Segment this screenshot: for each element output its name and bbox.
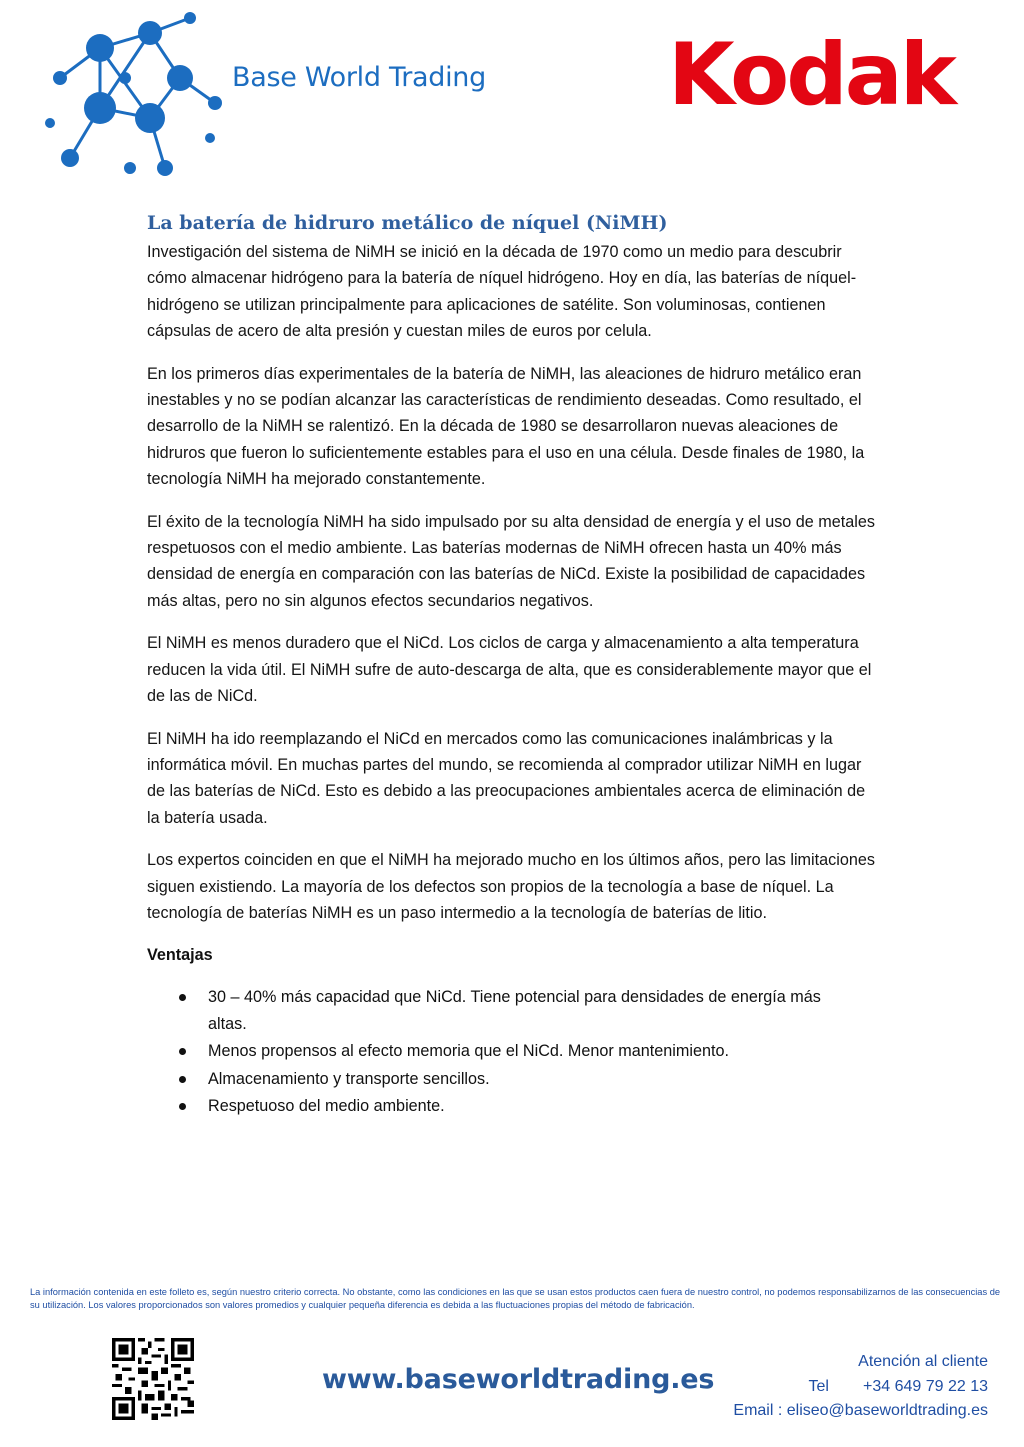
- bullet-icon: [179, 1048, 186, 1055]
- bullet-icon: [179, 1076, 186, 1083]
- company-name: Base World Trading: [232, 62, 486, 93]
- list-item: [179, 1066, 859, 1092]
- paragraph: En los primeros días experimentales de la batería de NiMH, las aleaciones de hidruro metálico eran inestables y no se podían alcanzar las características de rendimiento deseadas. Como resultado, el desarrollo de la NiMH se ralentizó. En la década de 1980 se desarrollaron nuevas aleaciones de hidruros que fueron lo suficientemente estables para el uso en una célula. Desde finales de 1980, la tecnología NiMH ha mejorado constantemente.: [147, 364, 865, 489]
- list-item: [179, 1038, 859, 1064]
- paragraph: El NiMH es menos duradero que el NiCd. Los ciclos de carga y almacenamiento a alta temperatura reducen la vida útil. El NiMH sufre de auto-descarga de alta, que es considerablemente mayor que el de las de NiCd.: [147, 634, 872, 706]
- paragraph: El éxito de la tecnología NiMH ha sido impulsado por su alta densidad de energía y el uso de metales respetuosos con el medio ambiente. Las baterías modernas de NiMH ofrecen hasta un 40% más densidad de energía en comparación con las baterías de NiCd. Existe la posibilidad de capacidades más altas, pero no sin algunos efectos secundarios negativos.: [147, 512, 875, 610]
- advantages-list: [179, 984, 859, 1119]
- tel-number[interactable]: +34 649 79 22 13: [862, 1377, 988, 1395]
- document-body: [147, 210, 882, 1120]
- phone-line: [733, 1375, 988, 1400]
- disclaimer-text: La información contenida en este folleto es, según nuestro criterio correcta. No obstante, como las condiciones en las que se usan estos productos caen fuera de nuestro control, no podemos responsabilizarnos de las consecuencias de su utilización. Los valores proporcionados son valores promedios y cualquier pequeña diferencia es debida a las fluctuaciones propias del método de fabricación.: [30, 1287, 1001, 1310]
- page-header: [0, 0, 1024, 200]
- website-link[interactable]: www.baseworldtrading.es: [322, 1364, 715, 1395]
- bullet-icon: [179, 1103, 186, 1110]
- list-item-text: Menos propensos al efecto memoria que el NiCd. Menor mantenimiento.: [208, 1042, 729, 1061]
- tel-label: Tel: [808, 1377, 829, 1395]
- paragraph: El NiMH ha ido reemplazando el NiCd en mercados como las comunicaciones inalámbricas y la informática móvil. En muchas partes del mundo, se recomienda al comprador utilizar NiMH en lugar de las baterías de NiCd. Esto es debido a las preocupaciones ambientales acerca de eliminación de la batería usada.: [147, 729, 866, 827]
- molecule-logo-icon: [30, 8, 230, 188]
- list-item: [179, 984, 859, 1037]
- kodak-logo: Kodak: [668, 25, 954, 125]
- advantages-heading: Ventajas: [147, 946, 213, 965]
- list-item: [179, 1093, 859, 1119]
- email-line[interactable]: Email : eliseo@baseworldtrading.es: [733, 1402, 988, 1419]
- paragraph: Investigación del sistema de NiMH se inició en la década de 1970 como un medio para descubrir cómo almacenar hidrógeno para la batería de níquel hidrógeno. Hoy en día, las baterías de níquel-hidrógeno se utilizan principalmente para aplicaciones de satélite. Son voluminosas, contienen cápsulas de acero de alta presión y cuestan miles de euros por celula.: [147, 243, 857, 341]
- paragraph: Los expertos coinciden en que el NiMH ha mejorado mucho en los últimos años, pero las limitaciones siguen existiendo. La mayoría de los defectos son propios de la tecnología a base de níquel. La tecnología de baterías NiMH es un paso intermedio a la tecnología de baterías de litio.: [147, 851, 875, 922]
- contact-block: [733, 1350, 988, 1424]
- list-item-text: Respetuoso del medio ambiente.: [208, 1096, 445, 1115]
- list-item-text: Almacenamiento y transporte sencillos.: [208, 1069, 490, 1088]
- qr-code-icon[interactable]: [112, 1338, 194, 1420]
- bullet-icon: [179, 994, 186, 1001]
- document-title: La batería de hidruro metálico de níquel (NiMH): [147, 212, 668, 234]
- list-item-text: 30 – 40% más capacidad que NiCd. Tiene potencial para densidades de energía más altas.: [208, 988, 821, 1033]
- contact-heading: Atención al cliente: [858, 1353, 988, 1370]
